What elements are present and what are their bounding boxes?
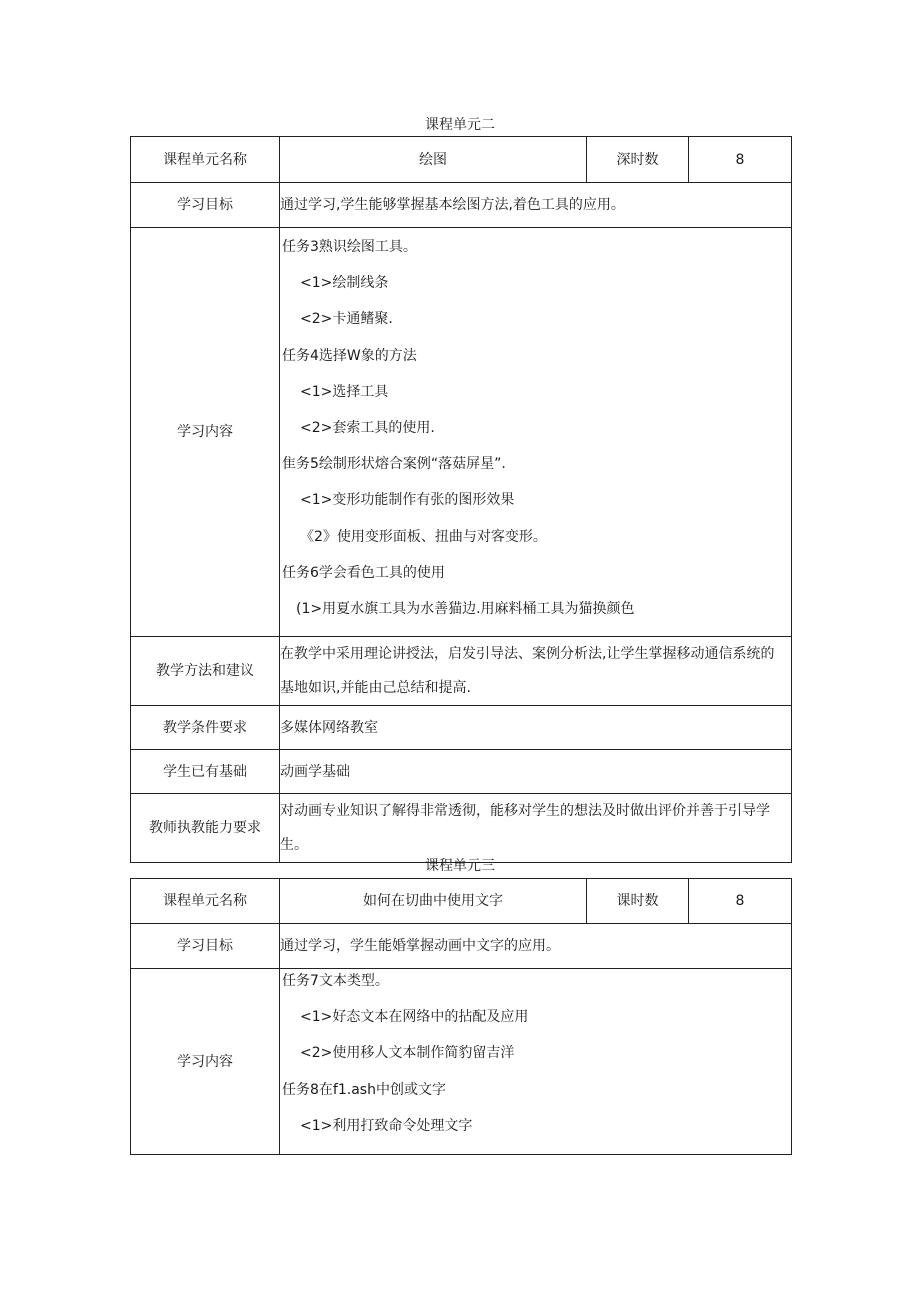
content-line: 《2》使用变形面板、扭曲与对客变形。 bbox=[300, 528, 547, 545]
unit2-hours-label: 深时数 bbox=[587, 137, 689, 183]
unit2-ability-label: 教师执教能力要求 bbox=[131, 794, 280, 863]
unit2-goal-label: 学习目标 bbox=[131, 183, 280, 228]
content-line: <1>变形功能制作有张的图形效果 bbox=[300, 492, 515, 509]
content-line: <2>套索工具的使用. bbox=[300, 419, 435, 436]
unit2-ability-value: 对动画专业知识了解得非常透彻，能移对学生的想法及时做出评价并善于引导学生。 bbox=[280, 803, 770, 854]
unit3-title: 课程单元三 bbox=[425, 858, 495, 874]
unit2-name-value: 绘图 bbox=[280, 137, 587, 183]
content-line: 任务3熟识绘图工具。 bbox=[282, 239, 417, 255]
content-line: 任务8在f1.ash中创或文字 bbox=[282, 1081, 446, 1098]
unit2-method-value: 在教学中采用理论讲授法，启发引导法、案例分析法,让学生掌握移动通信系统的基地如识,并能由己总结和提高. bbox=[280, 646, 775, 697]
unit2-goal-value: 通过学习,学生能够掌握基本绘图方法,着色工具的应用。 bbox=[280, 183, 792, 228]
unit2-name-label: 课程单元名称 bbox=[131, 137, 280, 183]
unit3-content-label: 学习内容 bbox=[131, 969, 280, 1155]
content-line: <2>卡通鳍聚. bbox=[300, 311, 393, 328]
content-line: <2>使用移人文本制作简豹留吉洋 bbox=[300, 1045, 515, 1062]
unit3-goal-value: 通过学习，学生能婚掌握动画中文字的应用。 bbox=[280, 924, 792, 969]
content-line: <1>绘制线条 bbox=[300, 275, 389, 292]
unit2-content-label: 学习内容 bbox=[131, 228, 280, 637]
unit3-goal-label: 学习目标 bbox=[131, 924, 280, 969]
unit2-hours-value: 8 bbox=[689, 137, 792, 183]
content-line: 任务6学会看色工具的使用 bbox=[282, 564, 445, 581]
unit2-condition-value: 多媒体网络教室 bbox=[280, 706, 792, 750]
unit3-table bbox=[130, 878, 792, 1155]
content-line: (1>用夏水旗工具为水善猫边.用麻料桶工具为猫换颜色 bbox=[296, 600, 635, 617]
unit2-table bbox=[130, 136, 792, 863]
unit2-basis-value: 动画学基础 bbox=[280, 750, 792, 794]
unit2-title: 课程单元二 bbox=[425, 117, 495, 133]
unit2-basis-label: 学生已有基础 bbox=[131, 750, 280, 794]
content-line: <1>好态文本在网络中的拈配及应用 bbox=[300, 1009, 529, 1026]
unit3-name-label: 课程单元名称 bbox=[131, 879, 280, 924]
unit3-hours-value: 8 bbox=[689, 879, 792, 924]
unit3-content bbox=[280, 969, 792, 1155]
content-line: <1>利用打致命令处理文字 bbox=[300, 1117, 473, 1134]
unit2-content bbox=[280, 228, 792, 637]
unit2-condition-label: 教学条件要求 bbox=[131, 706, 280, 750]
unit3-name-value: 如何在切曲中使用文字 bbox=[280, 879, 587, 924]
unit2-method-label: 教学方法和建议 bbox=[131, 637, 280, 706]
content-line: 任务4选择W象的方法 bbox=[282, 347, 417, 364]
unit3-hours-label: 课时数 bbox=[587, 879, 689, 924]
content-line: 任务7文本类型。 bbox=[282, 973, 389, 989]
content-line: <1>选择工具 bbox=[300, 383, 389, 400]
content-line: 隹务5绘制形状熔合案例“落菇屏星”. bbox=[282, 456, 506, 473]
